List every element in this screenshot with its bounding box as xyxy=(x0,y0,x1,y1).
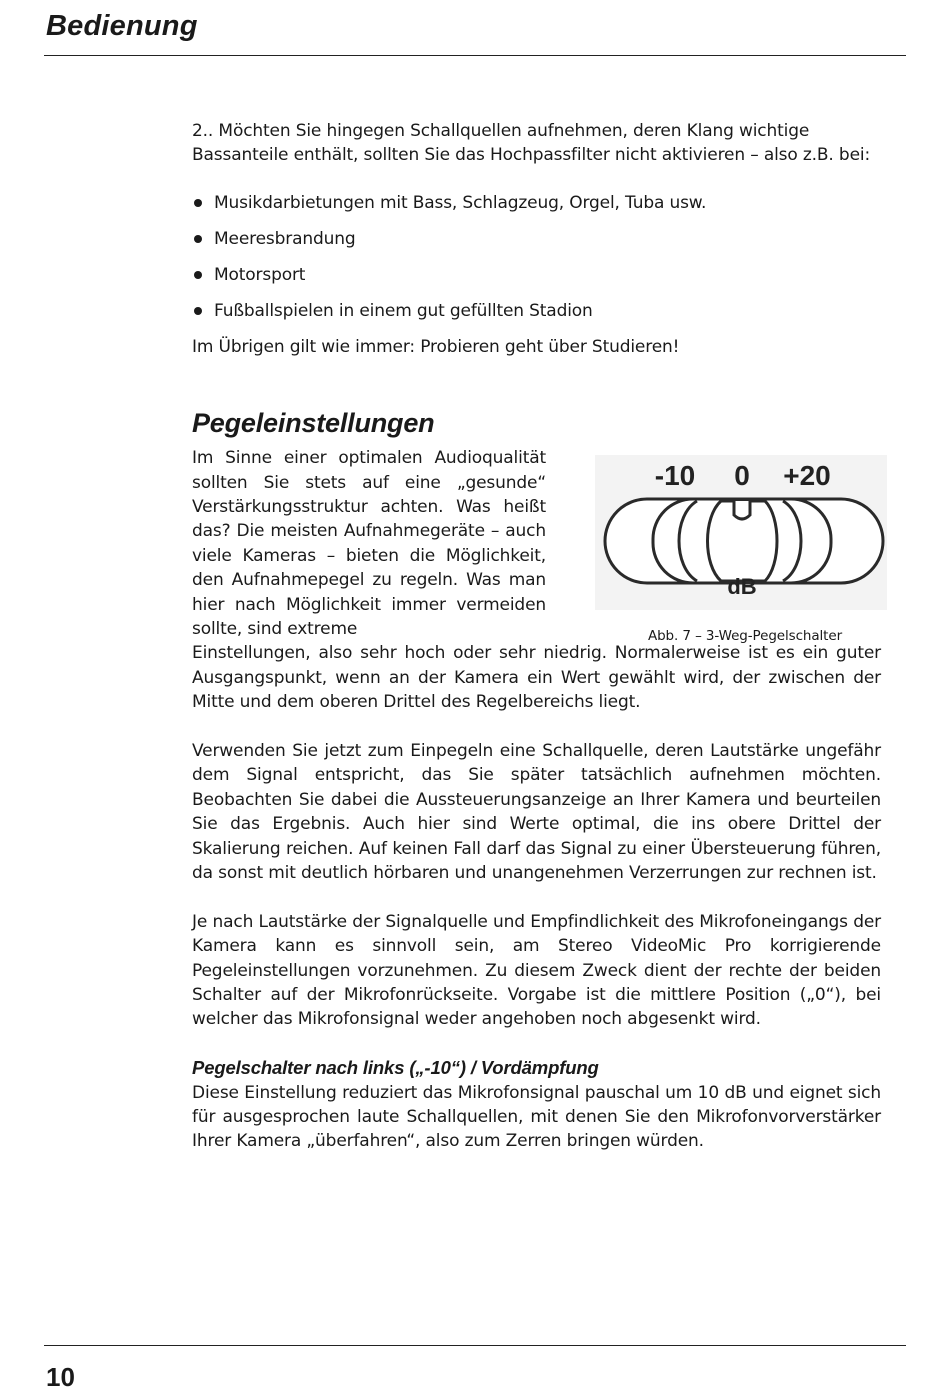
list-item: Fußballspielen in einem gut gefüllten Stadion xyxy=(192,299,881,323)
list-item: Meeresbrandung xyxy=(192,227,881,251)
list-item: Musikdarbietungen mit Bass, Schlagzeug, Orgel, Tuba usw. xyxy=(192,191,881,215)
switch-unit-label: dB xyxy=(727,574,757,599)
header-rule xyxy=(44,55,906,56)
subsection-heading: Pegelschalter nach links („-10“) / Vordämpfung xyxy=(192,1057,599,1079)
switch-label-minus10: -10 xyxy=(654,460,696,491)
list-item: Motorsport xyxy=(192,263,881,287)
paragraph-calibration: Verwenden Sie jetzt zum Einpegeln eine Schallquelle, deren Lautstärke ungefähr dem Signal entspricht, das Sie später tatsächlich aufnehmen möchten. Beobachten Sie dabei die Aussteuerungsanzeige an Ihrer Kamera und beurteilen Sie das Ergebnis. Auch hier sind Werte optimal, die ins obere Drittel der Skalierung reichen. Auf keinen Fall darf das Signal zu einer Übersteuerung führen, da sonst mit deutlich hörbaren und unangenehmen Verzerrungen zur rechnen ist. xyxy=(192,741,881,884)
switch-detent-notch xyxy=(734,501,750,519)
section-heading: Pegeleinstellungen xyxy=(192,408,435,439)
footer-rule xyxy=(44,1345,906,1346)
bullet-list xyxy=(192,191,881,323)
switch-label-zero: 0 xyxy=(734,460,750,491)
chapter-title: Bedienung xyxy=(46,10,198,42)
paragraph-level-part-a: Im Sinne einer optimalen Audioqualität sollten Sie stets auf eine „gesunde“ Verstärkungsstruktur achten. Was heißt das? Die meisten Aufnahmegeräte – auch viele Kameras – bieten die Möglichkeit, den Aufnahmepegel zu regeln. Was man hier nach Möglichkeit immer vermeiden sollte, sind extreme xyxy=(192,448,546,639)
subsection-paragraph: Diese Einstellung reduziert das Mikrofonsignal pauschal um 10 dB und eignet sich für ausgesprochen laute Schallquellen, mit denen Sie den Mikrofonvorverstärker Ihrer Kamera „überfahren“, also zum Zerren bringen würden. xyxy=(192,1082,881,1152)
paragraph-level-part-b: Einstellungen, also sehr hoch oder sehr niedrig. Normalerweise ist es ein guter Ausgangspunkt, wenn an der Kamera ein Wert gewählt wird, der zwischen der Mitte und dem oberen Drittel des Regelbereichs liegt. xyxy=(192,643,881,713)
level-switch-figure xyxy=(595,455,887,610)
paragraph-switch-intro: Je nach Lautstärke der Signalquelle und Empfindlichkeit des Mikrofoneingangs der Kamera kann es sinnvoll sein, am Stereo VideoMic Pro korrigierende Pegeleinstellungen vorzunehmen. Zu diesem Zweck dient der rechte der beiden Schalter auf der Mikrofonrückseite. Vorgabe ist die mittlere Position („0“), bei welcher das Mikrofonsignal weder angehoben noch abgesenkt wird. xyxy=(192,911,881,1030)
figure-caption: Abb. 7 – 3-Weg-Pegelschalter xyxy=(647,628,843,644)
closing-paragraph: Im Übrigen gilt wie immer: Probieren geht über Studieren! xyxy=(192,336,680,357)
intro-paragraph: 2.. Möchten Sie hingegen Schallquellen aufnehmen, deren Klang wichtige Bassanteile enthält, sollten Sie das Hochpassfilter nicht aktivieren – also z.B. bei: xyxy=(192,121,871,166)
switch-label-plus20: +20 xyxy=(783,460,831,491)
page-number: 10 xyxy=(46,1362,75,1392)
level-switch-diagram xyxy=(595,455,887,610)
